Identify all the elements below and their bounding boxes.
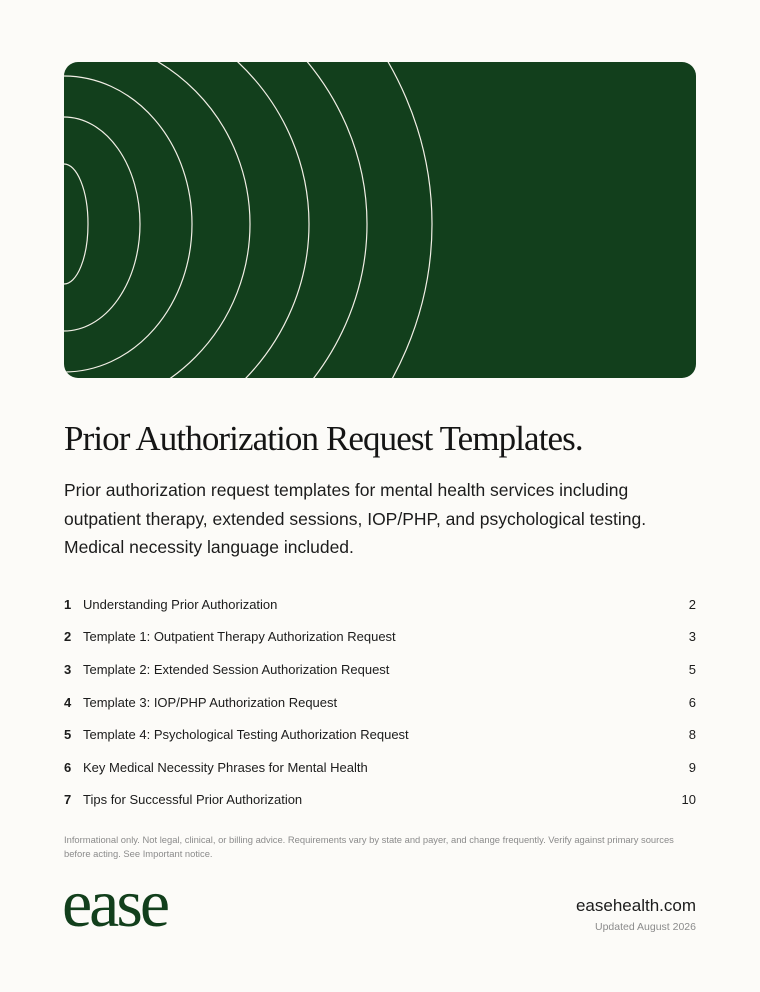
toc-page: 8 — [688, 727, 696, 743]
toc-number: 7 — [64, 792, 72, 808]
toc-number: 2 — [64, 629, 72, 645]
website-link[interactable]: easehealth.com — [575, 896, 696, 915]
toc-page: 2 — [688, 596, 696, 612]
toc-page: 9 — [688, 759, 696, 775]
hero-banner — [64, 62, 696, 378]
page-title: Prior Authorization Request Templates. — [64, 419, 583, 458]
toc-page: 5 — [688, 661, 696, 677]
toc-number: 1 — [64, 596, 72, 612]
toc-item[interactable] — [64, 784, 696, 817]
toc-title: Template 3: IOP/PHP Authorization Request — [83, 694, 338, 710]
toc-number: 4 — [64, 694, 72, 710]
toc-number: 5 — [64, 727, 72, 743]
toc-title: Key Medical Necessity Phrases for Mental Health — [83, 759, 368, 775]
toc-page: 10 — [681, 792, 696, 808]
page-subtitle: Prior authorization request templates for mental health services including outpatient therapy, extended sessions, IOP/PHP, and psychological testing. Medical necessity language included. — [64, 480, 647, 557]
toc-item[interactable] — [64, 718, 696, 751]
toc-page: 6 — [688, 694, 696, 710]
toc-title: Template 4: Psychological Testing Authorization Request — [83, 727, 409, 743]
toc-title: Tips for Successful Prior Authorization — [83, 792, 303, 808]
disclaimer-text: Informational only. Not legal, clinical, or billing advice. Requirements vary by state and payer, and change frequently. Verify against primary sources before acting. See Important notice. — [64, 834, 674, 859]
toc-item[interactable] — [64, 653, 696, 686]
concentric-arcs-graphic — [64, 62, 696, 378]
toc-title: Template 2: Extended Session Authorization Request — [83, 661, 390, 677]
toc-item[interactable] — [64, 686, 696, 719]
toc-page: 3 — [688, 629, 696, 645]
toc-number: 3 — [64, 661, 72, 677]
updated-date: Updated August 2026 — [594, 921, 696, 933]
toc-title: Template 1: Outpatient Therapy Authorization Request — [83, 629, 396, 645]
toc-item[interactable] — [64, 621, 696, 654]
toc-title: Understanding Prior Authorization — [83, 596, 278, 612]
table-of-contents — [64, 588, 696, 816]
toc-item[interactable] — [64, 751, 696, 784]
toc-item[interactable] — [64, 588, 696, 621]
toc-number: 6 — [64, 759, 72, 775]
ease-logo: ease — [62, 865, 168, 941]
